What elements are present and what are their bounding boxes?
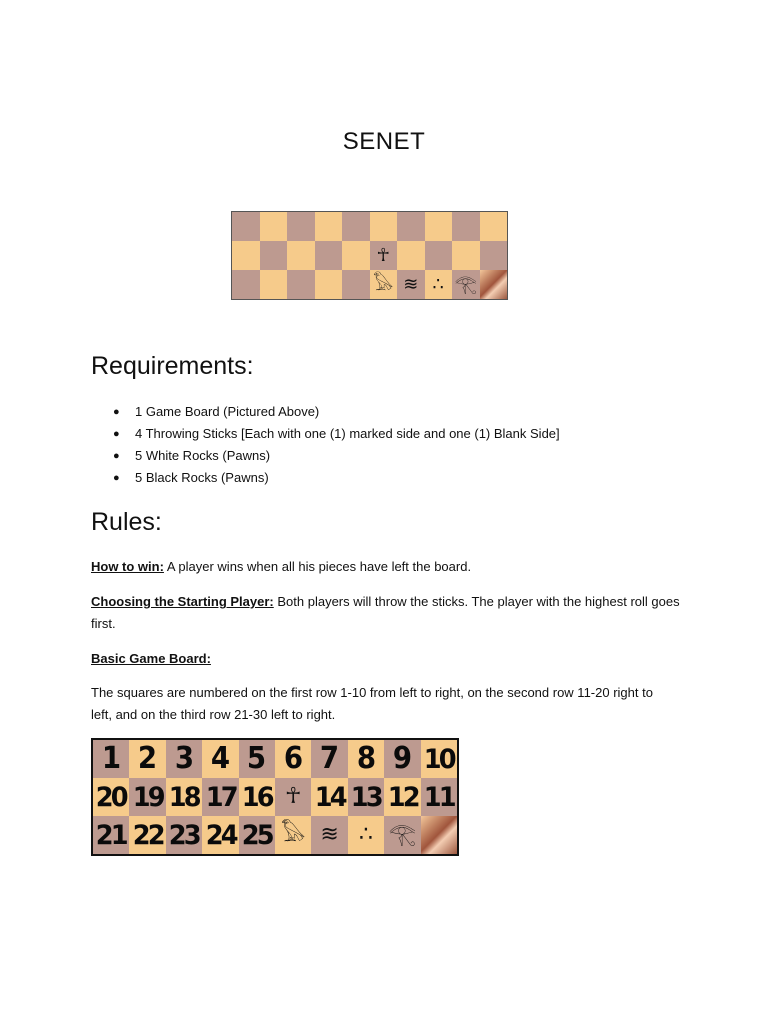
square-number: 12: [387, 781, 418, 813]
square-number: 7: [319, 741, 340, 776]
three-dots-icon: ∴: [358, 822, 373, 847]
three-dots-icon: ∴: [432, 273, 444, 295]
board-square: [166, 778, 202, 816]
square-number: 25: [241, 819, 272, 851]
square-number: 11: [423, 781, 454, 813]
board-square: [370, 212, 398, 241]
bullet-icon: ●: [113, 472, 120, 484]
basic-board-paragraph: [91, 648, 691, 670]
board-square-final: [421, 816, 457, 854]
board-square: [370, 270, 398, 299]
board-square: [129, 778, 165, 816]
board-square: [311, 816, 347, 854]
board-square: [202, 740, 238, 778]
board-square: [397, 212, 425, 241]
starting-player-label: Choosing the Starting Player:: [91, 594, 274, 609]
board-square: [348, 740, 384, 778]
square-number: 24: [205, 819, 236, 851]
requirement-text: 5 Black Rocks (Pawns): [135, 470, 269, 485]
board-square: [275, 778, 311, 816]
water-icon: ≋: [403, 273, 419, 295]
board-square: [166, 816, 202, 854]
bird-icon: 𓅃: [373, 273, 394, 295]
square-number: 14: [314, 781, 345, 813]
board-square: [232, 212, 260, 241]
board-square: [452, 212, 480, 241]
board-square: [342, 241, 370, 270]
board-square: [348, 778, 384, 816]
ankh-icon: ☥: [376, 244, 390, 266]
board-square: [202, 816, 238, 854]
requirement-text: 4 Throwing Sticks [Each with one (1) marked side and one (1) Blank Side]: [135, 426, 560, 441]
requirements-list: [91, 402, 560, 490]
board-square: [260, 212, 288, 241]
square-number: 21: [96, 819, 127, 851]
board-square: [384, 816, 420, 854]
requirement-text: 1 Game Board (Pictured Above): [135, 404, 320, 419]
senet-board-pictured: [231, 211, 508, 300]
board-square: [93, 740, 129, 778]
requirement-text: 5 White Rocks (Pawns): [135, 448, 271, 463]
square-number: 2: [137, 741, 158, 776]
board-square: [232, 270, 260, 299]
board-square: [425, 241, 453, 270]
board-square: [425, 212, 453, 241]
list-item: [91, 402, 560, 424]
eye-of-horus-icon: 𓂀: [454, 273, 477, 295]
square-number: 16: [241, 781, 272, 813]
requirements-heading: Requirements:: [91, 352, 254, 380]
board-square: [93, 816, 129, 854]
square-number: 5: [247, 741, 267, 776]
bullet-icon: ●: [113, 406, 120, 418]
board-square: [397, 270, 425, 299]
rules-heading: Rules:: [91, 508, 162, 536]
list-item: [91, 468, 560, 490]
board-square: [260, 241, 288, 270]
board-square: [287, 212, 315, 241]
square-number: 22: [132, 819, 163, 851]
board-square: [202, 778, 238, 816]
starting-player-paragraph: [91, 591, 691, 635]
senet-board-numbered: [91, 738, 459, 856]
starting-player-text: Both players will throw the sticks. The player with the highest roll goes first.: [91, 594, 680, 631]
board-square: [239, 778, 275, 816]
square-number: 10: [423, 743, 454, 775]
bird-icon: 𓅃: [280, 822, 306, 847]
board-square: [425, 270, 453, 299]
board-square: [311, 778, 347, 816]
board-square: [93, 778, 129, 816]
board-square: [315, 212, 343, 241]
square-number: 9: [392, 741, 412, 776]
square-number: 1: [101, 741, 121, 776]
how-to-win-label: How to win:: [91, 559, 164, 574]
square-number: 4: [210, 741, 230, 776]
ankh-icon: ☥: [284, 784, 302, 809]
board-square: [480, 241, 508, 270]
board-square: [342, 212, 370, 241]
square-number: 19: [132, 781, 163, 813]
board-square: [232, 241, 260, 270]
how-to-win-text: A player wins when all his pieces have left the board.: [163, 559, 472, 574]
board-square: [315, 270, 343, 299]
bullet-icon: ●: [113, 450, 120, 462]
square-number: 8: [356, 741, 376, 776]
board-square: [397, 241, 425, 270]
board-square: [311, 740, 347, 778]
bullet-icon: ●: [113, 428, 120, 440]
board-square: [348, 816, 384, 854]
document-title: SENET: [342, 128, 426, 155]
board-square: [384, 778, 420, 816]
square-number: 6: [283, 741, 303, 776]
board-square: [260, 270, 288, 299]
square-number: 13: [350, 781, 381, 813]
water-icon: ≋: [320, 822, 339, 847]
board-square: [452, 241, 480, 270]
board-square: [452, 270, 480, 299]
board-square: [239, 740, 275, 778]
board-square: [129, 740, 165, 778]
board-square: [315, 241, 343, 270]
board-square: [480, 212, 508, 241]
board-square: [342, 270, 370, 299]
square-number: 20: [96, 781, 127, 813]
numbering-paragraph: The squares are numbered on the first row 1-10 from left to right, on the second row 11-20 right to left, and on the third row 21-30 left to right.: [91, 685, 653, 722]
board-square: [370, 241, 398, 270]
list-item: [91, 446, 560, 468]
square-number: 18: [168, 781, 199, 813]
board-square: [275, 740, 311, 778]
board-square: [421, 778, 457, 816]
square-number: 3: [174, 741, 194, 776]
board-square: [129, 816, 165, 854]
board-square: [421, 740, 457, 778]
board-square: [166, 740, 202, 778]
board-square: [275, 816, 311, 854]
how-to-win-paragraph: [91, 556, 691, 578]
basic-board-label: Basic Game Board:: [91, 651, 211, 666]
board-square: [287, 270, 315, 299]
square-number: 17: [205, 781, 236, 813]
square-number: 23: [168, 819, 199, 851]
board-square: [287, 241, 315, 270]
board-square: [239, 816, 275, 854]
list-item: [91, 424, 560, 446]
eye-of-horus-icon: 𓂀: [388, 822, 417, 847]
board-square-final: [480, 270, 508, 299]
board-square: [384, 740, 420, 778]
